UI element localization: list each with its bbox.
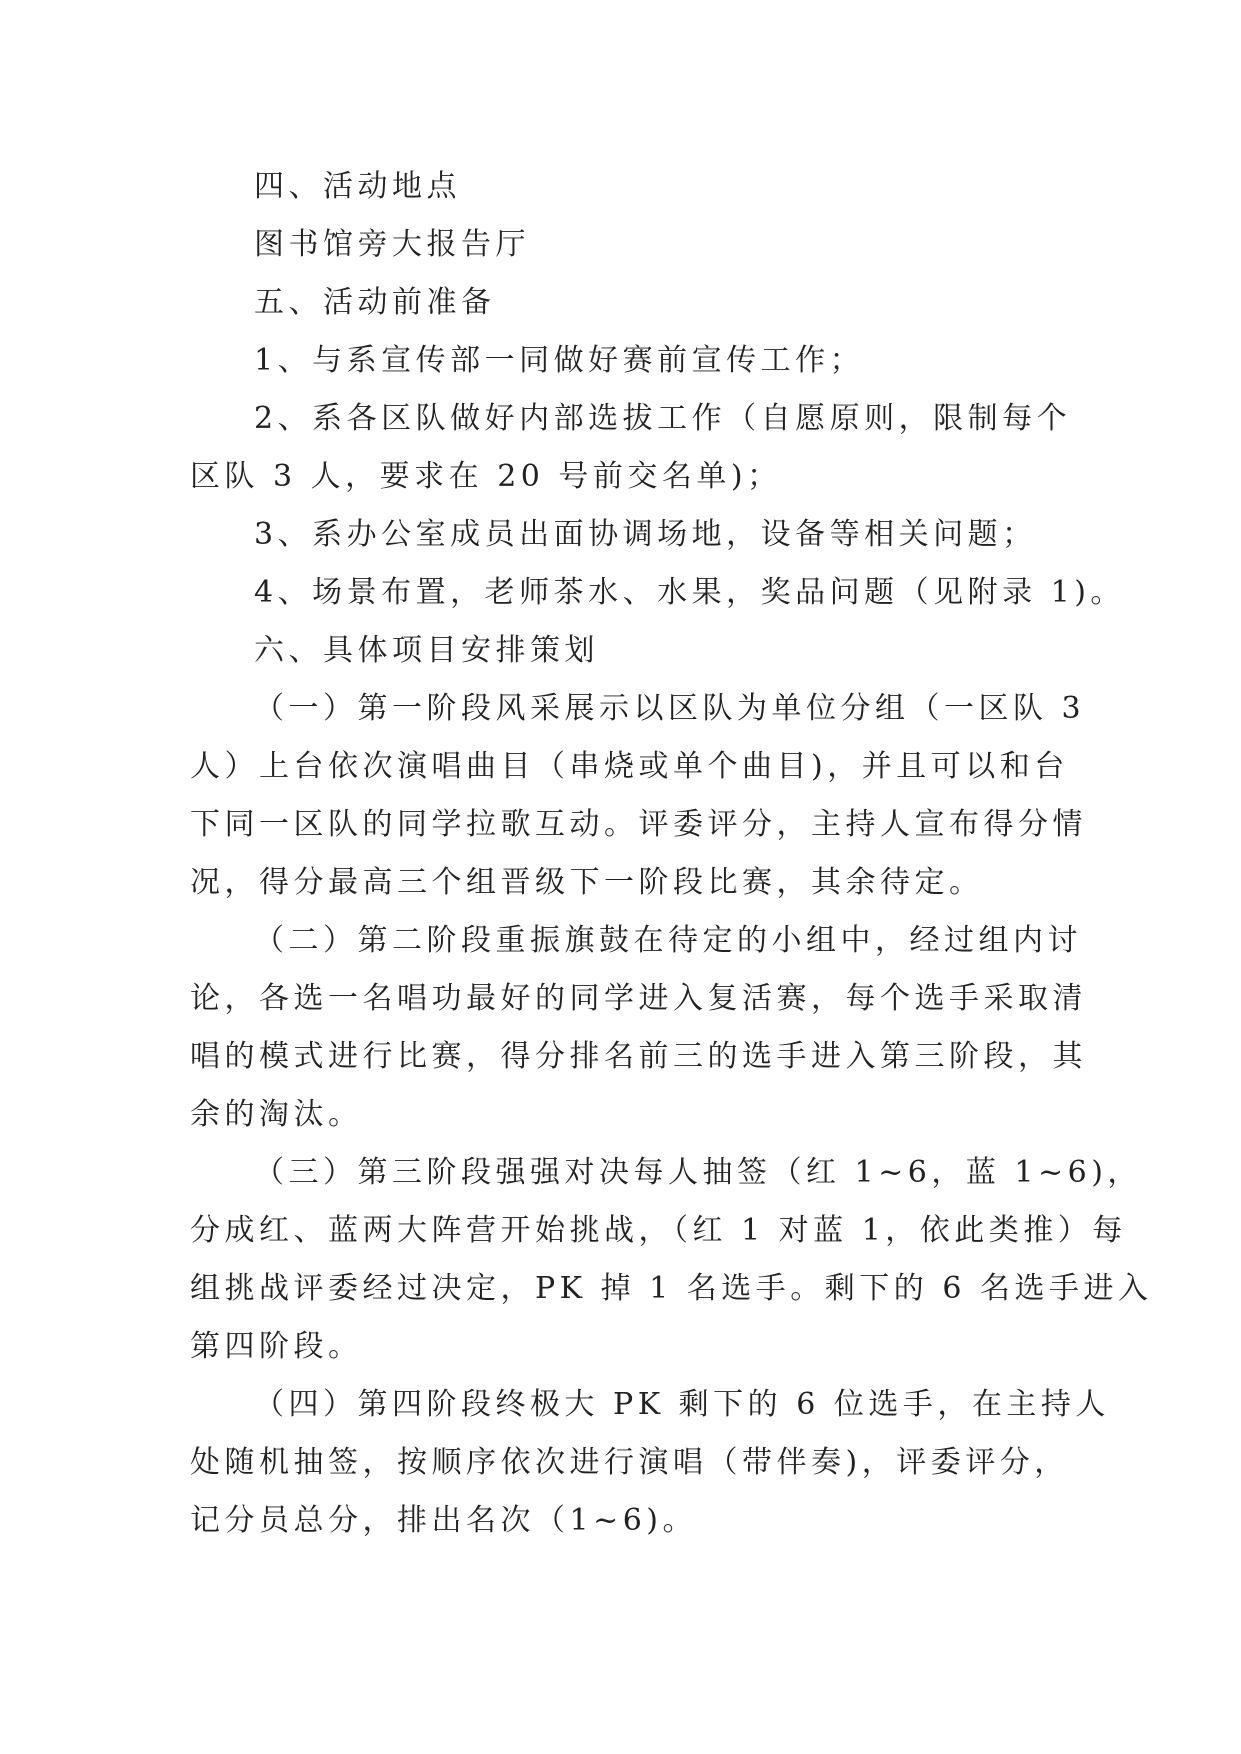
stage-1-line-2: 人）上台依次演唱曲目（串烧或单个曲目)，并且可以和台 bbox=[190, 749, 1069, 784]
stage-4-line-1: （四）第四阶段终极大 PK 剩下的 6 位选手，在主持人 bbox=[254, 1387, 1110, 1422]
heading-preparation: 五、活动前准备 bbox=[254, 285, 496, 320]
stage-3-line-4: 第四阶段。 bbox=[190, 1329, 363, 1364]
stage-2-line-2: 论，各选一名唱功最好的同学进入复活赛，每个选手采取清 bbox=[190, 981, 1087, 1016]
stage-2-line-4: 余的淘汰。 bbox=[190, 1097, 363, 1132]
stage-1-line-1: （一）第一阶段风采展示以区队为单位分组（一区队 3 bbox=[254, 691, 1086, 726]
document-body bbox=[190, 158, 1153, 1550]
heading-venue: 四、活动地点 bbox=[254, 169, 461, 204]
prep-item-1: 1、与系宣传部一同做好赛前宣传工作； bbox=[254, 343, 865, 378]
stage-3-line-2: 分成红、蓝两大阵营开始挑战，（红 1 对蓝 1，依此类推）每 bbox=[190, 1213, 1127, 1248]
heading-schedule: 六、具体项目安排策划 bbox=[254, 633, 599, 668]
stage-3-line-1: （三）第三阶段强强对决每人抽签（红 1~6，蓝 1~6)， bbox=[254, 1155, 1142, 1190]
stage-4-line-2: 处随机抽签，按顺序依次进行演唱（带伴奏)，评委评分， bbox=[190, 1445, 1069, 1480]
stage-4-line-3: 记分员总分，排出名次（1~6)。 bbox=[190, 1503, 698, 1538]
stage-2-line-1: （二）第二阶段重振旗鼓在待定的小组中，经过组内讨 bbox=[254, 923, 1082, 958]
prep-item-2-cont: 区队 3 人，要求在 20 号前交名单)； bbox=[190, 459, 782, 494]
prep-item-2: 2、系各区队做好内部选拔工作（自愿原则，限制每个 bbox=[254, 401, 1072, 436]
stage-3-line-3: 组挑战评委经过决定，PK 掉 1 名选手。剩下的 6 名选手进入 bbox=[190, 1271, 1153, 1306]
stage-2-line-3: 唱的模式进行比赛，得分排名前三的选手进入第三阶段，其 bbox=[190, 1039, 1087, 1074]
prep-item-3: 3、系办公室成员出面协调场地，设备等相关问题； bbox=[254, 517, 1037, 552]
prep-item-4: 4、场景布置，老师茶水、水果，奖品问题（见附录 1)。 bbox=[254, 575, 1125, 610]
venue-text: 图书馆旁大报告厅 bbox=[254, 227, 530, 262]
stage-1-line-3: 下同一区队的同学拉歌互动。评委评分，主持人宣布得分情 bbox=[190, 807, 1087, 842]
stage-1-line-4: 况，得分最高三个组晋级下一阶段比赛，其余待定。 bbox=[190, 865, 984, 900]
